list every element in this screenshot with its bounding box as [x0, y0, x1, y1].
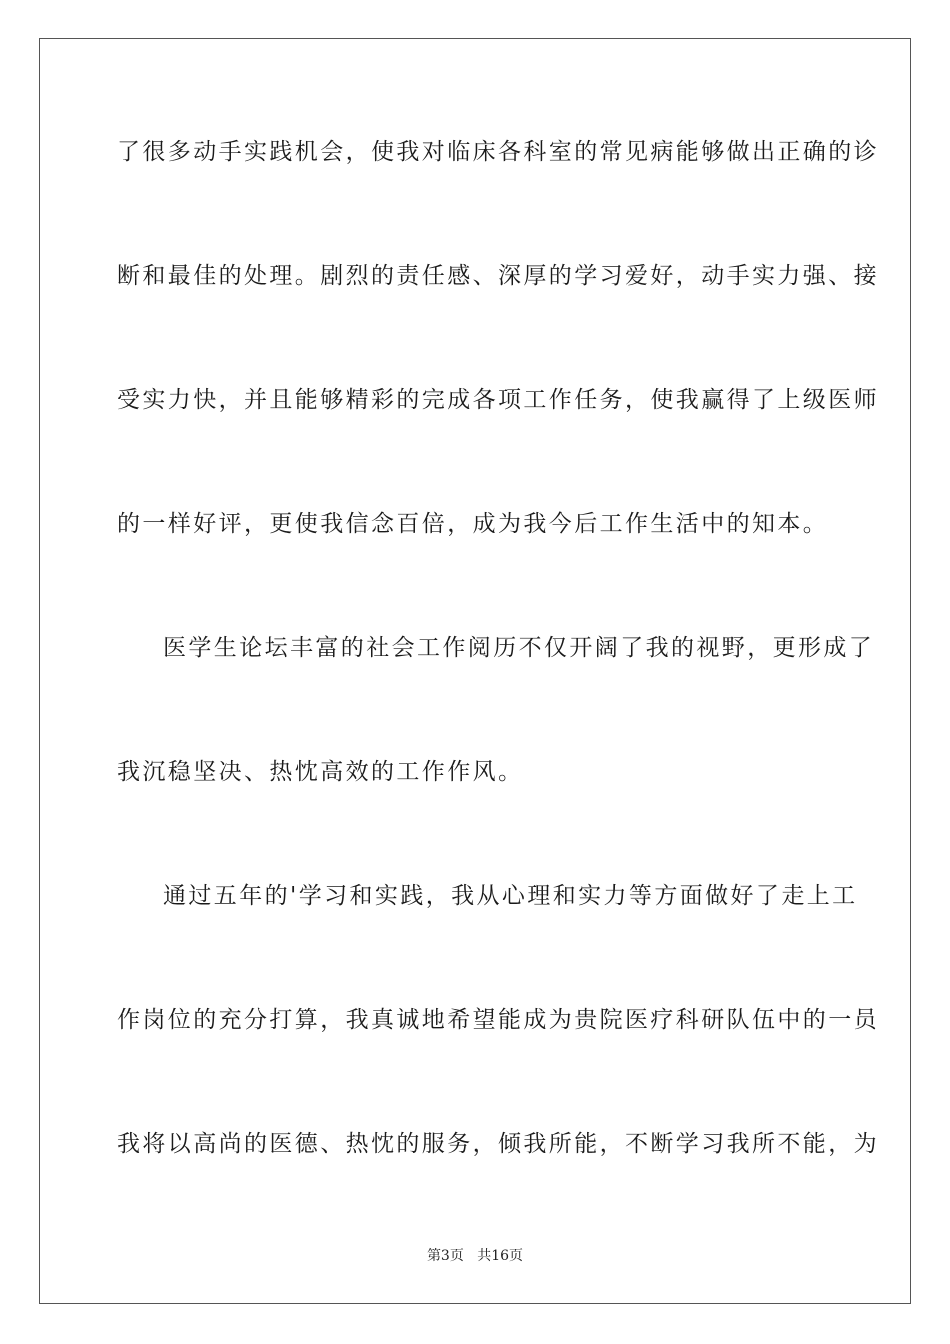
- page-border: [39, 38, 911, 1304]
- paragraph-3-line-3: 我将以高尚的医德、热忱的服务，倾我所能，不断学习我所不能，为: [117, 1131, 879, 1157]
- page-number: 第3页: [426, 1248, 464, 1264]
- paragraph-3-line-2: 作岗位的充分打算，我真诚地希望能成为贵院医疗科研队伍中的一员: [117, 1007, 879, 1033]
- total-pages: 共16页: [477, 1248, 524, 1264]
- paragraph-3-line-1: 通过五年的'学习和实践，我从心理和实力等方面做好了走上工: [163, 883, 858, 909]
- body-text-line-3: 受实力快，并且能够精彩的完成各项工作任务，使我赢得了上级医师: [117, 387, 879, 413]
- paragraph-2-line-1: 医学生论坛丰富的社会工作阅历不仅开阔了我的视野，更形成了: [163, 635, 875, 661]
- body-text-line-4: 的一样好评，更使我信念百倍，成为我今后工作生活中的知本。: [117, 511, 829, 537]
- paragraph-2-line-2: 我沉稳坚决、热忱高效的工作作风。: [117, 759, 524, 785]
- footer-spacer: [464, 1248, 477, 1264]
- body-text-line-2: 断和最佳的处理。剧烈的责任感、深厚的学习爱好，动手实力强、接: [117, 263, 879, 289]
- body-text-line-1: 了很多动手实践机会，使我对临床各科室的常见病能够做出正确的诊: [117, 139, 879, 165]
- page-footer: [0, 1247, 950, 1265]
